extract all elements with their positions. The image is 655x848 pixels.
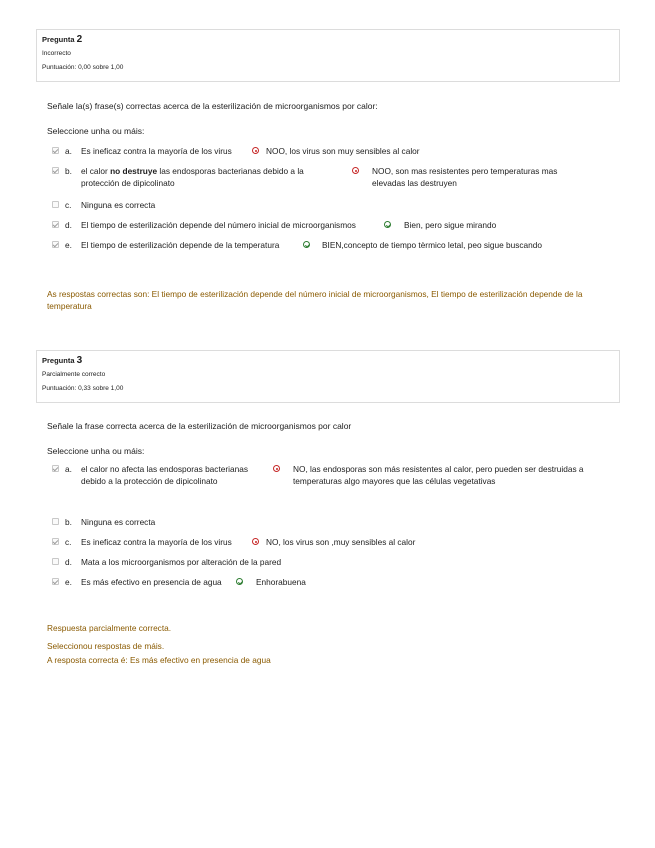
option-letter: a.	[65, 146, 72, 156]
checkbox-checked-icon[interactable]	[52, 578, 59, 585]
option-feedback: Bien, pero sigue mirando	[404, 220, 497, 230]
correct-icon	[384, 221, 391, 228]
option-letter: e.	[65, 577, 72, 587]
checkbox-checked-icon[interactable]	[52, 221, 59, 228]
option-feedback: NOO, los virus son muy sensibles al calor	[266, 146, 420, 156]
incorrect-icon	[252, 147, 259, 154]
question-2-grade: Puntuación: 0,00 sobre 1,00	[42, 64, 124, 71]
question-3-right-answer: A resposta correcta é: Es más efectivo en presencia de agua	[47, 655, 271, 665]
question-3-option-d[interactable]	[52, 556, 612, 568]
question-2-content	[47, 100, 617, 310]
question-number: 3	[76, 355, 83, 366]
question-3-text: Señale la frase correcta acerca de la esterilización de microorganismos por calor	[47, 421, 352, 431]
checkbox-checked-icon[interactable]	[52, 167, 59, 174]
question-3-state: Parcialmente correcto	[42, 371, 106, 378]
option-text: Es ineficaz contra la mayoría de los virus	[81, 537, 232, 547]
question-2-info	[36, 29, 620, 82]
question-3-option-e[interactable]	[52, 576, 612, 588]
question-2-option-a[interactable]	[52, 145, 612, 157]
option-feedback: Enhorabuena	[256, 577, 306, 587]
question-2-prompt: Seleccione unha ou máis:	[47, 126, 145, 136]
option-letter: b.	[65, 166, 72, 176]
question-2-option-d[interactable]	[52, 219, 612, 231]
option-text: el calor no afecta las endosporas bacterianas debido a la protección de dipicolinato	[81, 464, 248, 486]
option-text: Es ineficaz contra la mayoría de los virus	[81, 146, 232, 156]
option-text: Ninguna es correcta	[81, 517, 156, 527]
option-letter: a.	[65, 464, 72, 474]
incorrect-icon	[252, 538, 259, 545]
option-feedback: NOO, son mas resistentes pero temperaturas mas elevadas las destruyen	[372, 166, 558, 188]
question-3-option-c[interactable]	[52, 536, 612, 548]
question-3-prompt: Seleccione unha ou máis:	[47, 446, 145, 456]
question-label: Pregunta	[42, 356, 75, 365]
question-3-option-a[interactable]	[52, 463, 612, 489]
question-2-option-b[interactable]	[52, 165, 612, 191]
checkbox-icon[interactable]	[52, 558, 59, 565]
question-2-state: Incorrecto	[42, 50, 71, 57]
correct-icon	[303, 241, 310, 248]
option-letter: c.	[65, 537, 72, 547]
question-2-right-answer: As respostas correctas son: El tiempo de esterilización depende del número inicial de microorganismos, El tiempo de esterilización depende de la temperatura	[47, 289, 583, 311]
question-3-outcome-1: Respuesta parcialmente correcta.	[47, 623, 172, 633]
option-feedback: NO, las endosporas son más resistentes al calor, pero pueden ser destruidas a temperaturas algo mayores que las células vegetativas	[293, 464, 584, 486]
checkbox-checked-icon[interactable]	[52, 465, 59, 472]
option-letter: d.	[65, 220, 72, 230]
question-2-title	[42, 34, 614, 46]
option-text: El tiempo de esterilización depende del número inicial de microorganismos	[81, 220, 356, 230]
question-3-content	[47, 420, 617, 600]
question-2-option-e[interactable]	[52, 239, 612, 251]
question-3-grade: Puntuación: 0,33 sobre 1,00	[42, 385, 124, 392]
option-letter: d.	[65, 557, 72, 567]
option-feedback: BIEN,concepto de tiempo tèrmico letal, peo sigue buscando	[322, 240, 542, 250]
option-letter: b.	[65, 517, 72, 527]
question-3-outcome-2: Seleccionou respostas de máis.	[47, 641, 165, 651]
option-text: El tiempo de esterilización depende de la temperatura	[81, 240, 280, 250]
question-3-title	[42, 355, 614, 367]
option-text: Mata a los microorganismos por alteración de la pared	[81, 557, 282, 567]
question-2-option-c[interactable]	[52, 199, 612, 211]
question-2-text: Señale la(s) frase(s) correctas acerca de la esterilización de microorganismos por calor:	[47, 101, 378, 111]
question-label: Pregunta	[42, 35, 75, 44]
checkbox-checked-icon[interactable]	[52, 241, 59, 248]
correct-icon	[236, 578, 243, 585]
option-text: Es más efectivo en presencia de agua	[81, 577, 222, 587]
question-number: 2	[76, 34, 83, 45]
option-feedback: NO, los virus son ,muy sensibles al calor	[266, 537, 416, 547]
checkbox-checked-icon[interactable]	[52, 147, 59, 154]
checkbox-checked-icon[interactable]	[52, 538, 59, 545]
question-3-info	[36, 350, 620, 403]
incorrect-icon	[352, 167, 359, 174]
option-letter: c.	[65, 200, 72, 210]
option-letter: e.	[65, 240, 72, 250]
incorrect-icon	[273, 465, 280, 472]
option-text: Ninguna es correcta	[81, 200, 156, 210]
question-3-option-b[interactable]	[52, 516, 612, 528]
checkbox-icon[interactable]	[52, 518, 59, 525]
checkbox-icon[interactable]	[52, 201, 59, 208]
option-text: el calor no destruye las endosporas bacterianas debido a la protección de dipicolinato	[81, 166, 304, 188]
